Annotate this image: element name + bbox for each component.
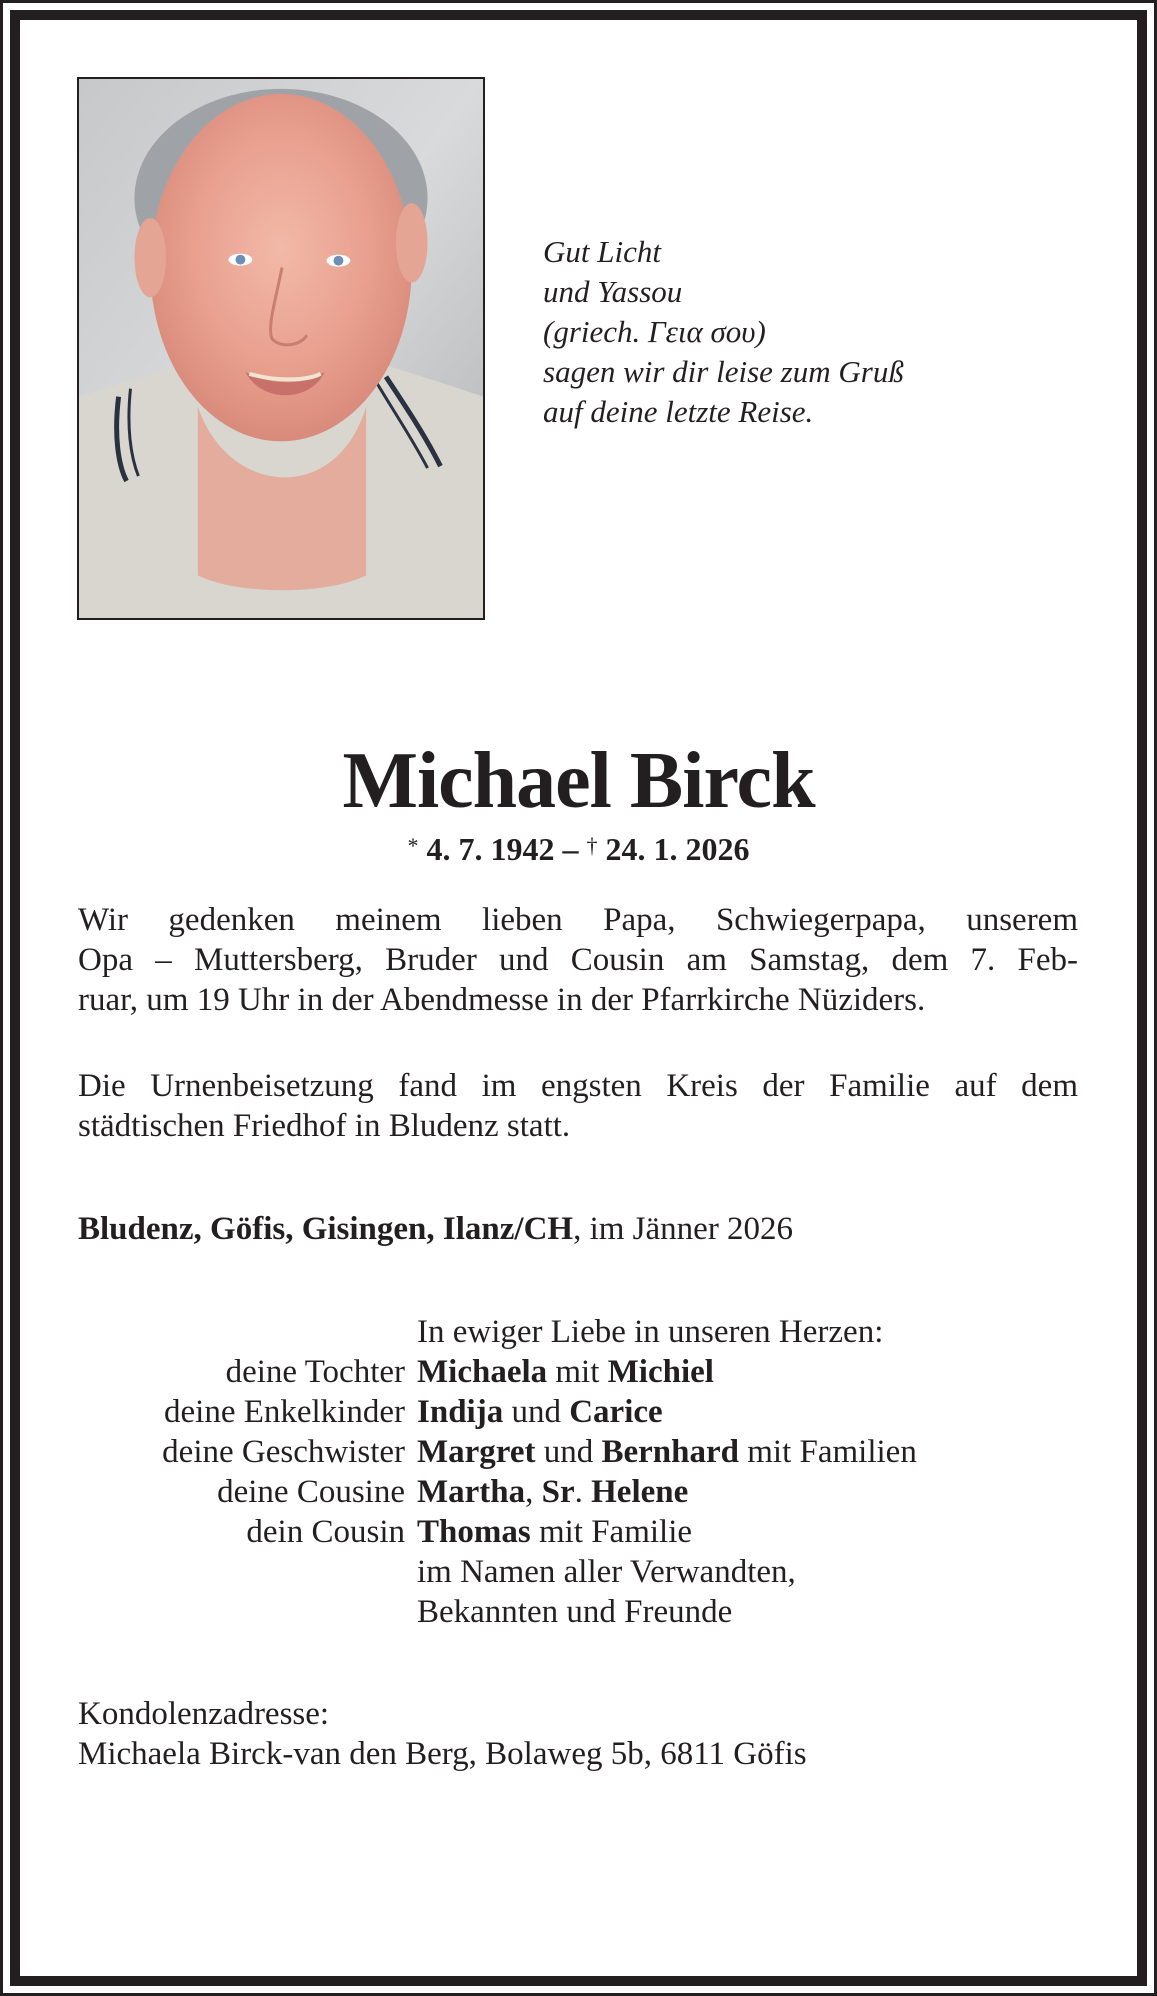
mourner-names (417, 1432, 917, 1472)
condolence-address-block (78, 1694, 807, 1774)
mourner-names (417, 1512, 692, 1552)
poem-line: Gut Licht (543, 234, 661, 269)
memorial-service-paragraph (78, 900, 1078, 1020)
place-and-date (78, 1209, 793, 1249)
mourner-relation: deine Cousine (217, 1474, 405, 1510)
mourner-name: Michaela (417, 1354, 548, 1390)
memorial-poem (543, 232, 904, 432)
mourner-name: Helene (591, 1474, 689, 1510)
mourner-name: Michiel (607, 1354, 714, 1390)
mourner-names (417, 1352, 714, 1392)
paragraph-line: Wir gedenken meinem lieben Papa, Schwiegerpapa, unserem (78, 902, 1078, 938)
birth-asterisk-icon: * (407, 833, 419, 858)
portrait-photo (77, 77, 485, 620)
mourner-name: Sr (541, 1474, 575, 1510)
date-separator: – (562, 831, 579, 867)
birth-date: 4. 7. 1942 (426, 831, 555, 867)
mourner-connector: mit Familien (739, 1434, 917, 1470)
burial-paragraph (78, 1066, 1078, 1146)
poem-line: (griech. Γεια σου) (543, 314, 766, 349)
mourner-connector: und (535, 1434, 602, 1470)
mourners-intro: In ewiger Liebe in unseren Herzen: (417, 1314, 884, 1350)
mourner-connector: , (525, 1474, 542, 1510)
mourner-names (417, 1472, 688, 1512)
mourner-relation: deine Tochter (225, 1354, 405, 1390)
mourner-relation: deine Enkelkinder (164, 1394, 405, 1430)
mourner-relation: dein Cousin (246, 1514, 405, 1550)
poem-line: sagen wir dir leise zum Gruß (543, 354, 904, 389)
places: Bludenz, Göfis, Gisingen, Ilanz/CH (78, 1211, 574, 1247)
death-dagger-icon: † (586, 833, 598, 858)
closing-line: Bekannten und Freunde (417, 1594, 733, 1630)
paragraph-line: Die Urnenbeisetzung fand im engsten Kreis der Familie auf dem (78, 1068, 1078, 1104)
poem-line: und Yassou (543, 274, 683, 309)
mourner-name: Margret (417, 1434, 536, 1470)
month-year: , im Jänner 2026 (573, 1211, 794, 1247)
deceased-name: Michael Birck (342, 737, 815, 825)
condolence-label: Kondolenzadresse: (78, 1696, 330, 1732)
paragraph-line: städtischen Friedhof in Bludenz statt. (78, 1108, 571, 1144)
mourner-relation: deine Geschwister (162, 1434, 405, 1470)
poem-line: auf deine letzte Reise. (543, 394, 814, 429)
mourner-name: Indija (417, 1394, 504, 1430)
closing-line: im Namen aller Verwandten, (417, 1554, 796, 1590)
death-date: 24. 1. 2026 (605, 831, 750, 867)
mourner-name: Martha (417, 1474, 526, 1510)
life-dates (0, 826, 1157, 869)
condolence-address: Michaela Birck-van den Berg, Bolaweg 5b, 6811 Göfis (78, 1736, 807, 1772)
mourner-connector: und (503, 1394, 570, 1430)
mourner-connector: mit Familie (530, 1514, 693, 1550)
paragraph-line: Opa – Muttersberg, Bruder und Cousin am Samstag, dem 7. Feb- (78, 942, 1078, 978)
mourner-name: Bernhard (601, 1434, 739, 1470)
mourner-name: Carice (569, 1394, 663, 1430)
paragraph-line: ruar, um 19 Uhr in der Abendmesse in der Pfarrkirche Nüziders. (78, 982, 926, 1018)
mourner-connector: mit (547, 1354, 608, 1390)
mourner-names (417, 1392, 663, 1432)
mourner-connector: . (574, 1474, 592, 1510)
mourner-name: Thomas (417, 1514, 531, 1550)
portrait-illustration (79, 79, 483, 618)
